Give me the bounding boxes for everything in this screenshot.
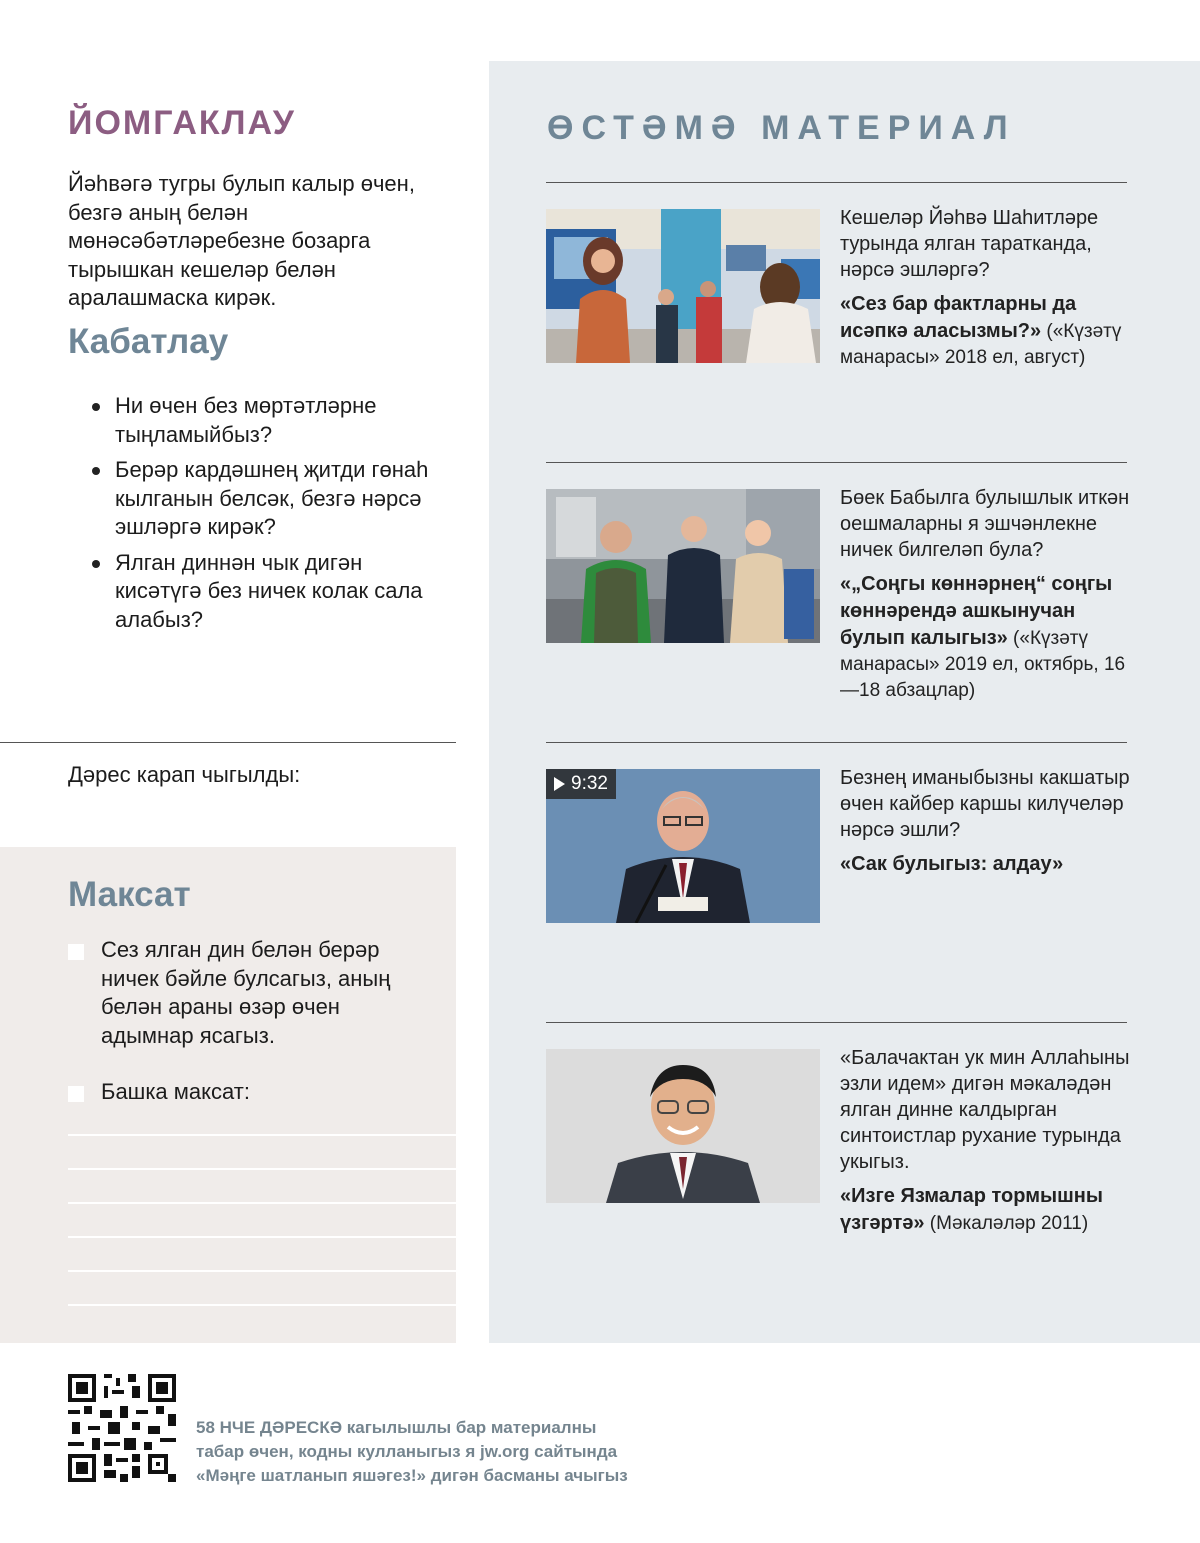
- write-line[interactable]: [68, 1168, 456, 1170]
- entry-reference[interactable]: [840, 291, 1130, 371]
- review-title: Кабатлау: [68, 322, 229, 361]
- reference-title-link[interactable]: «„Соңгы көннәрнең“ соңгы көннәрендә ашкынучан булып калыгыз»: [840, 573, 1113, 649]
- extra-material-panel: [489, 61, 1200, 1343]
- summary-title: ЙОМГАКЛАУ: [68, 104, 296, 142]
- goal-checkbox[interactable]: [68, 944, 84, 960]
- write-line[interactable]: [68, 1202, 456, 1204]
- divider: [546, 742, 1127, 743]
- write-line[interactable]: [68, 1236, 456, 1238]
- summary-text: Йәһвәгә тугры булып калыр өчен, безгә аның белән мөнәсәбәтләребезне бозарга тырышкан кешеләр белән аралашмаска кирәк.: [68, 171, 415, 310]
- reference-source: (Мәкаләләр 2011): [924, 1213, 1089, 1234]
- illustration-icon: [546, 209, 820, 363]
- goal-item: Сез ялган дин белән берәр ничек бәйле булсагыз, аның белән араны өзәр өчен адымнар ясагыз.: [101, 937, 391, 1048]
- footer-line: «Мәңге шатланып яшәгез!» дигән басманы ачыгыз: [196, 1466, 628, 1485]
- other-goal-checkbox[interactable]: [68, 1086, 84, 1102]
- reference-title-link[interactable]: «Сез бар фактларны да исәпкә аласызмы?»: [840, 293, 1077, 342]
- lesson-completed-label: Дәрес карап чыгылды:: [68, 762, 301, 787]
- footer-line: табар өчен, кодны кулланыгыз я jw.org сайтында: [196, 1442, 618, 1461]
- extra-material-entry: [840, 485, 1130, 704]
- review-list: [92, 392, 452, 641]
- write-line[interactable]: [68, 1304, 456, 1306]
- write-line[interactable]: [68, 1270, 456, 1272]
- play-icon: [554, 777, 565, 791]
- entry-question: Безнең иманыбызны какшатыр өчен кайбер каршы килүчеләр нәрсә эшли?: [840, 767, 1130, 841]
- divider: [0, 742, 456, 743]
- extra-material-entry: [840, 1045, 1130, 1237]
- video-duration: 9:32: [571, 773, 608, 794]
- entry-question: «Балачактан ук мин Аллаһыны эзли идем» дигән мәкаләдән ялган динне калдырган синтоистлар рухание турында укыгыз.: [840, 1047, 1130, 1173]
- footer-line: 58 НЧЕ ДӘРЕСКӘ кагылышлы бар материалны: [196, 1418, 597, 1437]
- entry-question: Кешеләр Йәһвә Шаһитләре турында ялган таратканда, нәрсә эшләргә?: [840, 207, 1099, 281]
- review-question: Берәр кардәшнең җитди гөнаһ кылганын белсәк, безгә нәрсә эшләргә кирәк?: [92, 456, 452, 542]
- entry-reference[interactable]: [840, 1183, 1130, 1237]
- portrait-icon: [546, 1049, 820, 1203]
- divider: [546, 462, 1127, 463]
- photo-icon: [546, 489, 820, 643]
- reference-source: («Күзәтү манарасы» 2019 ел, октябрь, 16—18 абзацлар): [840, 628, 1126, 701]
- footer-text: [196, 1416, 716, 1488]
- extra-material-title: ӨСТӘМӘ МАТЕРИАЛ: [547, 109, 1016, 147]
- entry-reference[interactable]: [840, 851, 1130, 878]
- video-duration-badge: [546, 769, 616, 799]
- divider: [546, 182, 1127, 183]
- divider: [546, 1022, 1127, 1023]
- reference-title-link[interactable]: «Изге Язмалар тормышны үзгәртә»: [840, 1185, 1103, 1234]
- people-reading-news-image[interactable]: [546, 209, 820, 363]
- speaker-video-thumbnail[interactable]: [546, 769, 820, 923]
- qr-code-icon[interactable]: [68, 1374, 176, 1482]
- smiling-man-portrait[interactable]: [546, 1049, 820, 1203]
- other-goal-label: Башка максат:: [101, 1079, 250, 1104]
- reference-title-link[interactable]: «Сак булыгыз: алдау»: [840, 853, 1064, 875]
- write-line[interactable]: [68, 1134, 456, 1136]
- extra-material-entry: [840, 205, 1130, 371]
- goal-box: [0, 847, 456, 1343]
- goal-title: Максат: [68, 875, 191, 914]
- review-question: Ялган диннән чык дигән кисәтүгә без ничек колак сала алабыз?: [92, 549, 452, 635]
- review-question: Ни өчен без мөртәтләрне тыңламыйбыз?: [92, 392, 452, 449]
- entry-question: Бөек Бабылга булышлык иткән оешмаларны я эшчәнлекне ничек билгеләп була?: [840, 487, 1130, 561]
- street-witnessing-image[interactable]: [546, 489, 820, 643]
- extra-material-entry: [840, 765, 1130, 878]
- entry-reference[interactable]: [840, 571, 1130, 704]
- reference-source: («Күзәтү манарасы» 2018 ел, август): [840, 321, 1122, 368]
